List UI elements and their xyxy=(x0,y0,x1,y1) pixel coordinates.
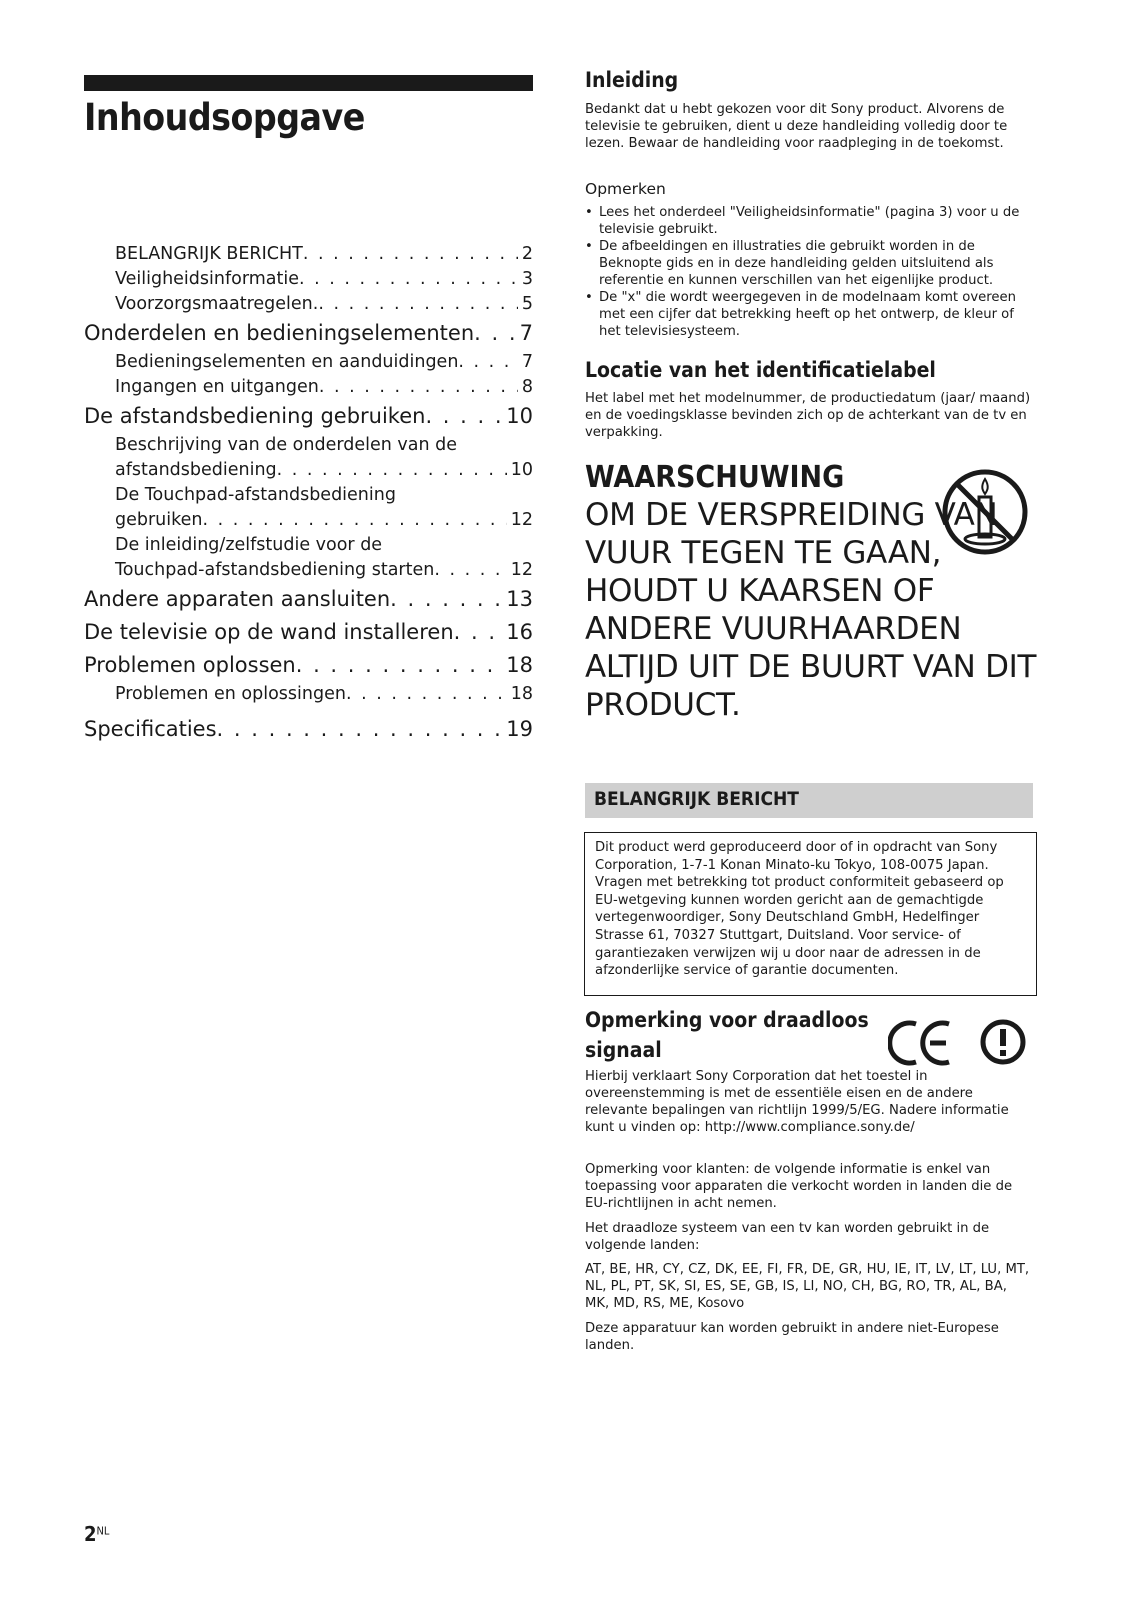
toc-entry-page: 10 xyxy=(510,460,533,480)
wireless-text-2: Opmerking voor klanten: de volgende informatie is enkel van toepassing voor apparaten die verkocht worden in landen die de EU-richtlijnen in acht nemen. xyxy=(585,1162,1013,1211)
toc-chapter-page: 10 xyxy=(506,404,533,428)
toc-chapter[interactable] xyxy=(84,583,533,616)
toc-chapter[interactable] xyxy=(84,616,533,649)
notes-heading: Opmerken xyxy=(585,180,666,198)
toc-chapter-label: De afstandsbediening gebruiken xyxy=(84,404,426,428)
table-of-contents xyxy=(84,242,533,746)
toc-entry-page: 8 xyxy=(521,377,533,397)
toc-entry-page: 5 xyxy=(521,294,533,314)
toc-entry-page: 2 xyxy=(521,244,533,264)
toc-chapter-label: Andere apparaten aansluiten xyxy=(84,587,391,611)
toc-chapter-label: De televisie op de wand installeren xyxy=(84,620,454,644)
page-title: Inhoudsopgave xyxy=(84,96,365,139)
toc-chapter-page: 7 xyxy=(519,321,533,345)
toc-chapter[interactable] xyxy=(84,713,533,746)
intro-heading: Inleiding xyxy=(585,68,679,92)
notes-list xyxy=(585,204,1033,340)
list-item: • De afbeeldingen en illustraties die gebruikt worden in de Beknopte gids en in deze handleiding gelden uitsluitend als referentie en kunnen verschillen van het eigenlijke product. xyxy=(585,238,1033,289)
title-rule xyxy=(84,75,533,91)
toc-entry-label: gebruiken xyxy=(115,510,203,530)
toc-chapter-page: 19 xyxy=(506,717,533,741)
toc-chapter-page: 16 xyxy=(506,620,533,644)
toc-chapter[interactable] xyxy=(84,649,533,682)
toc-chapter-label: Problemen oplossen xyxy=(84,653,296,677)
toc-chapter-label: Onderdelen en bedieningselementen xyxy=(84,321,475,345)
toc-chapter-page: 18 xyxy=(506,653,533,677)
no-candle-icon xyxy=(940,467,1030,557)
wireless-heading: Opmerking voor draadloos signaal xyxy=(585,1008,869,1062)
toc-chapter-label: Specificaties xyxy=(84,717,217,741)
toc-entry-label: Touchpad-afstandsbediening starten xyxy=(115,560,435,580)
wireless-countries: AT, BE, HR, CY, CZ, DK, EE, FI, FR, DE, GR, HU, IE, IT, LV, LT, LU, MT, NL, PL, PT, SK, SI, ES, SE, GB, IS, LI, NO, CH, BG, RO, TR, AL, BA, MK, MD, RS, ME, Kosovo xyxy=(585,1262,1030,1311)
toc-entry-line1: Beschrijving van de onderdelen van de xyxy=(115,435,458,455)
notice-heading: BELANGRIJK BERICHT xyxy=(594,788,799,810)
toc-chapter[interactable] xyxy=(84,400,533,433)
toc-entry-page: 12 xyxy=(510,560,533,580)
toc-entry-label: Veiligheidsinformatie xyxy=(115,269,299,289)
toc-entry[interactable] xyxy=(84,242,533,267)
toc-entry-page: 18 xyxy=(510,684,533,704)
page-number-value: 2 xyxy=(84,1522,97,1546)
warning-text: OM DE VERSPREIDING VAN VUUR TEGEN TE GAAN, HOUDT U KAARSEN OF ANDERE VUURHAARDEN ALTIJD UIT DE BUURT VAN DIT PRODUCT. xyxy=(585,497,1037,723)
toc-entry-label: Voorzorgsmaatregelen. xyxy=(115,294,319,314)
toc-entry[interactable] xyxy=(84,292,533,317)
page-number xyxy=(84,1522,109,1546)
list-item: • De "x" die wordt weergegeven in de modelnaam komt overeen met een cijfer dat betrekking heeft op het ontwerp, de kleur of het televisiesysteem. xyxy=(585,289,1033,340)
toc-entry-label: afstandsbediening xyxy=(115,460,277,480)
toc-entry-page: 12 xyxy=(510,510,533,530)
toc-entry-label: Ingangen en uitgangen xyxy=(115,377,319,397)
toc-entry-label: Bedieningselementen en aanduidingen xyxy=(115,352,459,372)
warning-heading: WAARSCHUWING xyxy=(585,460,845,495)
toc-entry[interactable] xyxy=(84,682,533,707)
wireless-text-1: Hierbij verklaart Sony Corporation dat het toestel in overeenstemming is met de essentiële eisen en de andere relevante bepalingen van richtlijn 1999/5/EG. Nadere informatie kunt u vinden op: http://www.compliance.sony.de/ xyxy=(585,1069,1009,1135)
toc-entry-page: 7 xyxy=(521,352,533,372)
toc-entry[interactable] xyxy=(84,508,533,533)
toc-chapter[interactable] xyxy=(84,317,533,350)
toc-chapter-page: 13 xyxy=(506,587,533,611)
list-item: • Lees het onderdeel "Veiligheidsinformatie" (pagina 3) voor u de televisie gebruikt. xyxy=(585,204,1033,238)
toc-entry[interactable] xyxy=(84,458,533,483)
alert-class2-icon xyxy=(978,1017,1028,1067)
notice-box xyxy=(584,832,1037,996)
page-number-suffix: NL xyxy=(96,1524,110,1538)
wireless-text-3: Het draadloze systeem van een tv kan worden gebruikt in de volgende landen: xyxy=(585,1221,990,1253)
ce-mark-icon xyxy=(888,1018,954,1068)
toc-entry-page: 3 xyxy=(521,269,533,289)
toc-entry[interactable] xyxy=(84,375,533,400)
label-heading: Locatie van het identificatielabel xyxy=(585,358,936,382)
toc-entry-label: Problemen en oplossingen xyxy=(115,684,346,704)
notice-text: Dit product werd geproduceerd door of in opdracht van Sony Corporation, 1-7-1 Konan Minato-ku Tokyo, 108-0075 Japan. Vragen met betrekking tot product conformiteit gebaseerd op EU-wetgeving kunnen worden gericht aan de gemachtigde vertegenwoordiger, Sony Deutschland GmbH, Hedelfinger Strasse 61, 70327 Stuttgart, Duitsland. Voor service- of garantiezaken verwijzen wij u door naar de adressen in de afzonderlijke service of garantie documenten. xyxy=(595,840,1004,979)
intro-text: Bedankt dat u hebt gekozen voor dit Sony product. Alvorens de televisie te gebruiken, dient u deze handleiding volledig door te lezen. Bewaar de handleiding voor raadpleging in de toekomst. xyxy=(585,102,1008,151)
wireless-text-5: Deze apparatuur kan worden gebruikt in andere niet-Europese landen. xyxy=(585,1321,999,1353)
toc-entry-line1: De Touchpad-afstandsbediening xyxy=(115,485,396,505)
toc-entry-label: BELANGRIJK BERICHT xyxy=(115,244,303,264)
label-text: Het label met het modelnummer, de productiedatum (jaar/ maand) en de voedingsklasse bevinden zich op de achterkant van de tv en verpakking. xyxy=(585,391,1031,440)
toc-entry[interactable] xyxy=(84,267,533,292)
toc-entry[interactable] xyxy=(84,558,533,583)
toc-entry[interactable] xyxy=(84,350,533,375)
toc-entry-line1: De inleiding/zelfstudie voor de xyxy=(115,535,383,555)
